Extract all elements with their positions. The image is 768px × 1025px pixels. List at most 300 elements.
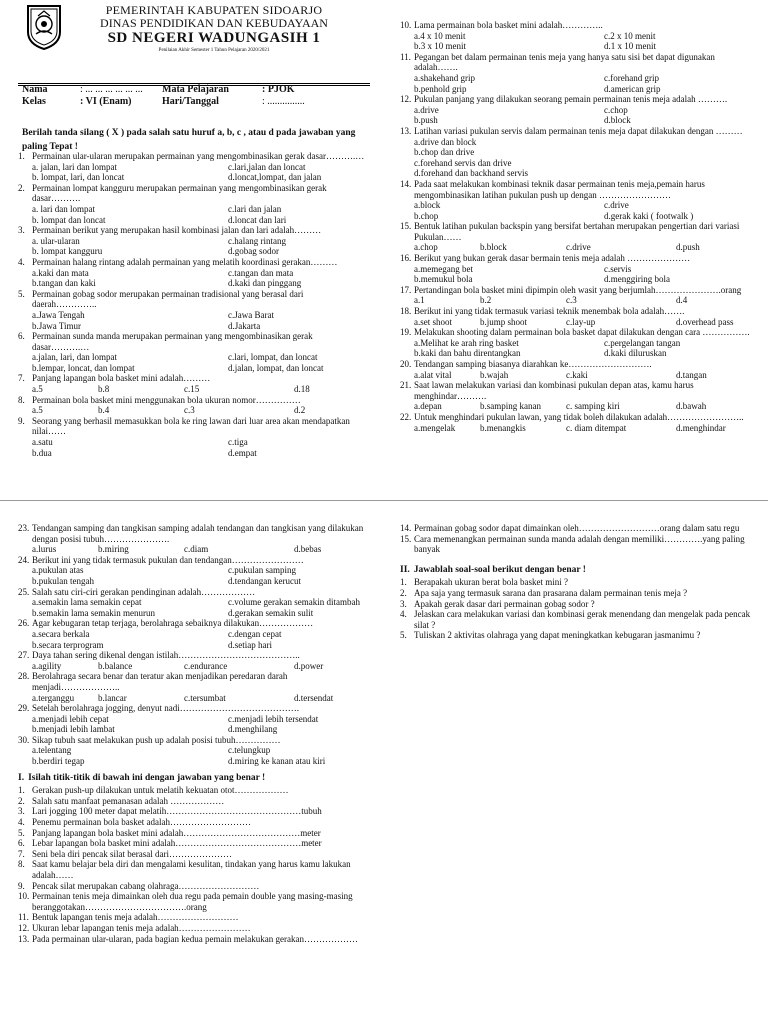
question-text: Gerakan push-up dilakukan untuk melatih kekuatan otot………………	[32, 785, 289, 796]
question-number: 29.	[18, 703, 30, 714]
question-item	[18, 785, 370, 796]
question-number: 8.	[18, 394, 25, 405]
answer-option: b.2	[480, 295, 492, 306]
question-item	[18, 838, 370, 849]
question-number: 12.	[400, 94, 412, 105]
fill-questions-14-15	[400, 523, 752, 555]
question-item	[400, 285, 752, 306]
answer-option: a.mengelak	[414, 422, 456, 433]
answer-option: d.kaki dan pinggang	[228, 278, 302, 289]
exam-title: Penilaian Akhir Semester 1 Tahun Pelajaran 2020/2021	[158, 48, 270, 53]
answer-option: a.5	[32, 405, 43, 416]
answer-option: d.loncat dan lari	[228, 214, 287, 225]
question-text: Daya tahan sering dikenal dengan istilah…………………………………..	[32, 650, 300, 661]
option-row	[32, 384, 370, 395]
answer-option: b.chop	[414, 210, 439, 221]
answer-option: d.18	[294, 384, 310, 395]
exam-page-2	[0, 500, 768, 1025]
option-row	[32, 437, 370, 448]
question-item	[400, 359, 752, 380]
option-row	[32, 162, 370, 173]
question-number: 1.	[400, 577, 407, 588]
answer-option: b. lompat, lari, dan loncat	[32, 172, 125, 183]
name-value: : ... ... ... ... ... ...	[80, 84, 143, 95]
answer-option: a. lari dan lompat	[32, 203, 95, 214]
answer-option: c.tangan dan mata	[228, 267, 294, 278]
answer-option: c.diam	[184, 544, 209, 555]
answer-option: c.halang rintang	[228, 235, 286, 246]
student-info	[22, 84, 372, 108]
answer-option: b.4	[98, 405, 110, 416]
question-text: Permainan gobag sodor dapat dimainkan oleh………………………orang dalam satu regu	[414, 523, 740, 533]
header-text	[74, 4, 354, 54]
question-number: 24.	[18, 554, 30, 565]
option-row	[32, 405, 370, 416]
option-row	[32, 321, 370, 332]
question-text: Permainan lompat kangguru merupakan permainan yang mengombinasikan gerak dasar……….	[32, 182, 327, 204]
question-item	[18, 817, 370, 828]
answer-option: d.gobag sodor	[228, 246, 279, 257]
answer-option: a.drive	[414, 104, 439, 115]
option-row	[32, 576, 370, 587]
question-number: 18.	[400, 306, 412, 317]
question-number: 11.	[400, 51, 411, 62]
answer-option: a.alat vital	[414, 369, 452, 380]
question-text: Tendangan samping dan tangkisan samping adalah tendangan dan tangkisan yang dilakukan dengan posisi tubuh………………….	[32, 523, 364, 544]
question-text: Lari jogging 100 meter dapat melatih………………………………………tubuh	[32, 806, 322, 817]
question-item	[18, 934, 370, 945]
option-row	[32, 268, 370, 279]
question-text: Tuliskan 2 aktivitas olahraga yang dapat meningkatkan kebugaran jasmanimu ?	[414, 630, 701, 641]
question-item	[18, 923, 370, 934]
question-item	[18, 225, 370, 257]
date-value: : ...............	[262, 96, 305, 107]
question-text: Saat kamu belajar bela diri dan mengalami kesulitan, tindakan yang harus kamu lakukan adalah……	[32, 859, 351, 880]
question-item	[18, 257, 370, 289]
instruction-text: Berilah tanda silang ( X ) pada salah satu huruf a, b, c , atau d pada jawaban yang paling Tepat !	[22, 128, 356, 152]
question-item	[400, 523, 752, 534]
answer-option: d.1 x 10 menit	[604, 41, 656, 52]
question-item	[18, 891, 370, 912]
question-text: Pegangan bet dalam permainan tenis meja yang hanya satu sisi bet dapat digunakan adalah…….	[414, 51, 715, 73]
answer-option: a.jalan, lari, dan lompat	[32, 352, 117, 363]
question-number: 2.	[18, 182, 25, 193]
regency-emblem-icon	[22, 4, 66, 50]
answer-option: a.agility	[32, 660, 62, 671]
question-number: 11.	[18, 912, 29, 923]
school-header	[18, 4, 370, 94]
question-text: Melakukan shooting dalam permainan bola basket dapat dilakukan dengan cara …………….	[414, 327, 750, 338]
question-item	[400, 577, 752, 588]
option-row	[32, 597, 370, 608]
question-item	[400, 179, 752, 221]
option-row	[32, 714, 370, 725]
answer-option: a.Jawa Tengah	[32, 309, 85, 320]
question-number: 4.	[400, 609, 407, 620]
option-row	[414, 274, 752, 285]
answer-option: d.2	[294, 405, 306, 416]
answer-option: c.lay-up	[566, 316, 596, 327]
answer-option: c.pukulan samping	[228, 565, 296, 576]
option-row	[414, 423, 752, 434]
question-item	[18, 849, 370, 860]
question-item	[400, 412, 752, 433]
answer-option: d.bebas	[294, 544, 322, 555]
question-number: 30.	[18, 734, 30, 745]
question-item	[400, 253, 752, 285]
question-text: Panjang lapangan bola basket mini adalah…………………………………meter	[32, 827, 321, 838]
option-row	[32, 724, 370, 735]
answer-option: a.telentang	[32, 745, 72, 756]
answer-option: d.jalan, lompat, dan loncat	[228, 362, 324, 373]
question-item	[400, 306, 752, 327]
question-text: Lama permainan bola basket mini adalah…………..	[414, 20, 603, 30]
option-row	[414, 317, 752, 328]
question-item	[18, 912, 370, 923]
answer-option: c.lari,jalan dan loncat	[228, 161, 306, 172]
question-item	[18, 587, 370, 619]
question-number: 6.	[18, 838, 25, 849]
option-row	[32, 544, 370, 555]
question-number: 16.	[400, 253, 412, 264]
question-text: Berikut yang bukan gerak dasar bermain tenis meja adalah …………………	[414, 253, 691, 264]
question-number: 10.	[18, 891, 30, 902]
question-item	[18, 331, 370, 373]
subject-value: : PJOK	[262, 84, 295, 95]
question-text: Untuk menghindari pukulan lawan, yang tidak boleh dilakukan adalah……………………..	[414, 411, 744, 422]
question-number: 6.	[18, 331, 25, 342]
questions-23-30-and-fill	[18, 523, 370, 944]
question-item	[400, 327, 752, 359]
date-label: Hari/Tanggal	[162, 96, 219, 107]
option-row	[32, 661, 370, 672]
answer-option: d.menggiring bola	[604, 274, 670, 285]
answer-option: b.jump shoot	[480, 316, 528, 327]
answer-option: b.8	[98, 384, 110, 395]
question-text: Berikut ini yang tidak termasuk variasi teknik menembak bola adalah…….	[414, 306, 685, 317]
question-text: Permainan gobag sodor merupakan permainan tradisional yang berasal dari daerah…………..	[32, 288, 304, 310]
answer-option: c.chop	[604, 104, 628, 115]
option-row	[414, 41, 752, 52]
answer-option: d.Jakarta	[228, 320, 261, 331]
question-text: Berapakah ukuran berat bola basket mini ?	[414, 577, 568, 588]
answer-option: c.3	[184, 405, 195, 416]
answer-option: c.servis	[604, 263, 632, 274]
answer-option: b.Jawa Timur	[32, 320, 82, 331]
question-number: 3.	[18, 806, 25, 817]
answer-option: b.menangkis	[480, 422, 526, 433]
answer-option: b.penhold grip	[414, 83, 467, 94]
option-row	[32, 565, 370, 576]
answer-option: a.menjadi lebih cepat	[32, 713, 109, 724]
subject-label: Mata Pelajaran	[162, 84, 229, 95]
option-row	[32, 172, 370, 183]
answer-option: b.block	[480, 242, 507, 253]
question-text: Permainan berikut yang merupakan hasil kombinasi jalan dan lari adalah………	[32, 225, 322, 236]
question-item	[18, 859, 370, 880]
question-number: 15.	[400, 533, 412, 544]
question-text: Berolahraga secara benar dan teratur akan menjadikan peredaran darah menjadi………………..	[32, 671, 288, 692]
question-item	[18, 151, 370, 183]
answer-option: a.satu	[32, 437, 53, 448]
question-item	[400, 20, 752, 52]
question-item	[18, 828, 370, 839]
question-number: 4.	[18, 817, 25, 828]
answer-option: c.tersumbat	[184, 692, 226, 703]
option-row	[414, 200, 752, 211]
answer-option: c.forehand grip	[604, 72, 659, 83]
fill-in-questions	[18, 785, 370, 944]
question-text: Salah satu ciri-ciri gerakan pendinginan adalah………………	[32, 586, 256, 597]
answer-option: d.american grip	[604, 83, 661, 94]
question-number: 14.	[400, 178, 412, 189]
option-row	[414, 105, 752, 116]
answer-option: c.volume gerakan semakin ditambah	[228, 597, 360, 608]
answer-option: b.kaki dan bahu direntangkan	[414, 348, 521, 359]
question-number: 2.	[400, 587, 407, 598]
answer-option: a.shakehand grip	[414, 72, 475, 83]
question-item	[400, 630, 752, 641]
option-row	[32, 236, 370, 247]
option-row	[32, 363, 370, 374]
question-item	[18, 671, 370, 703]
option-row	[32, 608, 370, 619]
answer-option: a.set shoot	[414, 316, 452, 327]
section-fill-title: I. Isilah titik-titik di bawah ini dengan jawaban yang benar !	[18, 772, 266, 783]
question-number: 8.	[18, 859, 25, 870]
question-number: 10.	[400, 20, 412, 30]
question-text: Permainan halang rintang adalah permainan yang melatih koordinasi gerakan………	[32, 256, 338, 267]
answer-option: a.memegang bet	[414, 263, 473, 274]
answer-option: c.tiga	[228, 437, 248, 448]
question-text: Ukuran lebar lapangan tenis meja adalah……………………	[32, 922, 251, 933]
answer-option: a. jalan, lari dan lompat	[32, 161, 117, 172]
question-item	[400, 221, 752, 253]
answer-option: b.chop dan drive	[414, 147, 475, 158]
question-item	[400, 380, 752, 412]
answer-option: d.miring ke kanan atau kiri	[228, 756, 326, 767]
option-row	[414, 115, 752, 126]
option-row	[414, 73, 752, 84]
essay-questions	[400, 577, 752, 641]
answer-option: b.miring	[98, 544, 129, 555]
question-number: 14.	[400, 523, 412, 533]
question-number: 3.	[400, 598, 407, 609]
question-number: 20.	[400, 359, 412, 369]
question-text: Pencak silat merupakan cabang olahraga………………………	[32, 880, 260, 891]
question-item	[18, 796, 370, 807]
question-number: 2.	[18, 795, 25, 806]
answer-option: d.4	[676, 295, 688, 306]
answer-option: d.gerak kaki ( footwalk )	[604, 210, 694, 221]
question-text: Apakah gerak dasar dari permainan gobag sodor ?	[414, 598, 595, 609]
answer-option: d.tersendat	[294, 692, 334, 703]
answer-option: d.bawah	[676, 401, 707, 412]
question-number: 17.	[400, 284, 412, 295]
question-text: Cara memenangkan permainan sunda manda adalah dengan memiliki………….yang paling banyak	[414, 533, 745, 555]
option-row	[414, 295, 752, 306]
question-item	[400, 609, 752, 630]
answer-option: b.wajah	[480, 369, 509, 380]
option-row	[32, 629, 370, 640]
option-row	[32, 448, 370, 459]
answer-option: d.loncat,lompat, dan jalan	[228, 172, 322, 183]
answer-option: a.4 x 10 menit	[414, 30, 466, 41]
answer-option: a.lurus	[32, 544, 57, 555]
option-row	[32, 640, 370, 651]
question-text: Permainan ular-ularan merupakan permainan yang mengombinasikan gerak dasar……….…	[32, 151, 365, 161]
question-text: Permainan tenis meja dimainkan oleh dua regu pada pemain double yang masing-masing beranggotakan…………………………….orang	[32, 891, 353, 912]
answer-option: c.forehand servis dan drive	[414, 157, 512, 168]
department-line: DINAS PENDIDIKAN DAN KEBUDAYAAN	[100, 16, 328, 30]
question-text: Permainan sunda manda merupakan permainan yang mengombinasikan gerak dasar……….…	[32, 331, 313, 352]
section-essay-title: II. Jawablah soal-soal berikut dengan benar !	[400, 564, 586, 575]
answer-option: d.block	[604, 115, 631, 126]
question-item	[18, 183, 370, 225]
fill-continued-and-essay	[400, 523, 752, 641]
class-value: : VI (Enam)	[80, 96, 132, 107]
question-item	[400, 599, 752, 610]
answer-option: a.drive dan block	[414, 136, 477, 147]
question-number: 1.	[18, 151, 25, 161]
question-text: Agar kebugaran tetap terjaga, berolahraga sebaiknya dilakukan………………	[32, 618, 314, 629]
question-number: 7.	[18, 373, 25, 384]
question-text: Permainan bola basket mini menggunakan bola ukuran nomor……………	[32, 394, 301, 405]
answer-option: b.menjadi lebih lambat	[32, 724, 115, 735]
option-row	[414, 211, 752, 222]
option-row	[414, 31, 752, 42]
answer-option: c.menjadi lebih tersendat	[228, 713, 319, 724]
question-item	[400, 534, 752, 555]
government-line: PEMERINTAH KABUPATEN SIDOARJO	[105, 3, 323, 17]
question-text: Bentuk latihan pukulan backspin yang bersifat bertahan merupakan pengertian dari variasi Pukulan……	[414, 221, 740, 242]
question-item	[18, 618, 370, 650]
question-text: Jelaskan cara melakukan variasi dan kombinasi gerak menendang dan mengelak pada pencak silat ?	[414, 609, 751, 630]
question-item	[18, 289, 370, 331]
answer-option: d.power	[294, 660, 324, 671]
answer-option: a.semakin lama semakin cepat	[32, 597, 142, 608]
answer-option: b. lompat kangguru	[32, 246, 103, 257]
question-text: Pertandingan bola basket mini dipimpin oleh wasit yang berjumlah………………….orang	[414, 284, 742, 295]
question-text: Setelah berolahraga jogging, denyut nadi………………………………….	[32, 703, 299, 714]
answer-option: a.chop	[414, 242, 438, 253]
question-number: 5.	[400, 630, 407, 641]
option-row	[414, 348, 752, 359]
question-number: 27.	[18, 650, 30, 661]
answer-option: c.15	[184, 384, 200, 395]
answer-option: b.push	[414, 115, 438, 126]
answer-option: c.dengan cepat	[228, 628, 282, 639]
answer-option: c.pergelangan tangan	[604, 337, 681, 348]
option-row	[32, 745, 370, 756]
question-text: Berikut ini yang tidak termasuk pukulan dan tendangan……………………	[32, 554, 304, 565]
question-number: 25.	[18, 586, 30, 597]
answer-option: a.depan	[414, 401, 442, 412]
question-text: Pukulan panjang yang dilakukan seorang pemain permainan tenis meja adalah ……….	[414, 94, 728, 105]
question-number: 28.	[18, 671, 30, 682]
question-text: Bentuk lapangan tenis meja adalah………………………	[32, 912, 239, 923]
question-number: 13.	[18, 933, 30, 944]
answer-option: c.3	[566, 295, 577, 306]
answer-option: a.kaki dan mata	[32, 267, 89, 278]
question-item	[18, 555, 370, 587]
question-number: 26.	[18, 618, 30, 629]
question-item	[400, 94, 752, 126]
answer-option: a.pukulan atas	[32, 565, 84, 576]
exam-page-1	[0, 0, 768, 500]
answer-option: d.tangan	[676, 369, 707, 380]
option-row	[32, 756, 370, 767]
question-number: 9.	[18, 415, 25, 426]
answer-option: a.Melihat ke arah ring basket	[414, 337, 519, 348]
question-item	[400, 588, 752, 599]
question-item	[400, 52, 752, 94]
question-text: Lebar lapangan bola basket mini adalah……………………………………meter	[32, 838, 322, 849]
answer-option: a.5	[32, 384, 43, 395]
answer-option: c.2 x 10 menit	[604, 30, 656, 41]
answer-option: d.empat	[228, 447, 257, 458]
answer-option: d.kaki diluruskan	[604, 348, 667, 359]
question-number: 13.	[400, 125, 412, 136]
answer-option: c.lari dan jalan	[228, 203, 282, 214]
question-number: 1.	[18, 785, 25, 796]
question-number: 21.	[400, 380, 412, 391]
question-item	[18, 703, 370, 735]
answer-option: b.samping kanan	[480, 401, 541, 412]
option-row	[32, 204, 370, 215]
question-number: 3.	[18, 225, 25, 236]
question-text: Pada permainan ular-ularan, pada bagian kedua pemain melakukan gerakan………………	[32, 933, 358, 944]
answer-option: c.lari, lompat, dan loncat	[228, 352, 318, 363]
answer-option: c.kaki	[566, 369, 588, 380]
option-row	[32, 246, 370, 257]
question-number: 7.	[18, 848, 25, 859]
questions-10-22	[400, 20, 752, 433]
option-row	[414, 370, 752, 381]
question-text: Tendangan samping biasanya diarahkan ke……………………….	[414, 359, 652, 369]
answer-option: b.memukul bola	[414, 274, 473, 285]
question-text: Penemu permainan bola basket adalah………………………	[32, 817, 251, 828]
answer-option: c.endurance	[184, 660, 228, 671]
answer-option: a.1	[414, 295, 425, 306]
answer-option: d.tendangan kerucut	[228, 575, 301, 586]
question-text: Panjang lapangan bola basket mini adalah………	[32, 373, 211, 384]
question-item	[400, 126, 752, 179]
question-item	[18, 650, 370, 671]
answer-option: c. diam ditempat	[566, 422, 627, 433]
option-row	[32, 352, 370, 363]
answer-option: d.overhead pass	[676, 316, 734, 327]
option-row	[32, 693, 370, 704]
answer-option: a.block	[414, 200, 441, 211]
answer-option: b. lompat dan loncat	[32, 214, 106, 225]
class-label: Kelas	[22, 96, 46, 107]
question-item	[18, 806, 370, 817]
question-item	[18, 881, 370, 892]
option-row	[414, 242, 752, 253]
answer-option: c.Jawa Barat	[228, 309, 274, 320]
question-text: Seni bela diri pencak silat berasal dari…………………	[32, 848, 232, 859]
name-label: Nama	[22, 84, 48, 95]
answer-option: a.terganggu	[32, 692, 75, 703]
school-name: SD NEGERI WADUNGASIH 1	[107, 30, 321, 46]
question-item	[18, 735, 370, 767]
answer-option: b.3 x 10 menit	[414, 41, 466, 52]
answer-option: c.drive	[566, 242, 591, 253]
answer-option: c.telungkup	[228, 745, 271, 756]
answer-option: c. samping kiri	[566, 401, 620, 412]
question-text: Salah satu manfaat pemanasan adalah ………………	[32, 795, 225, 806]
